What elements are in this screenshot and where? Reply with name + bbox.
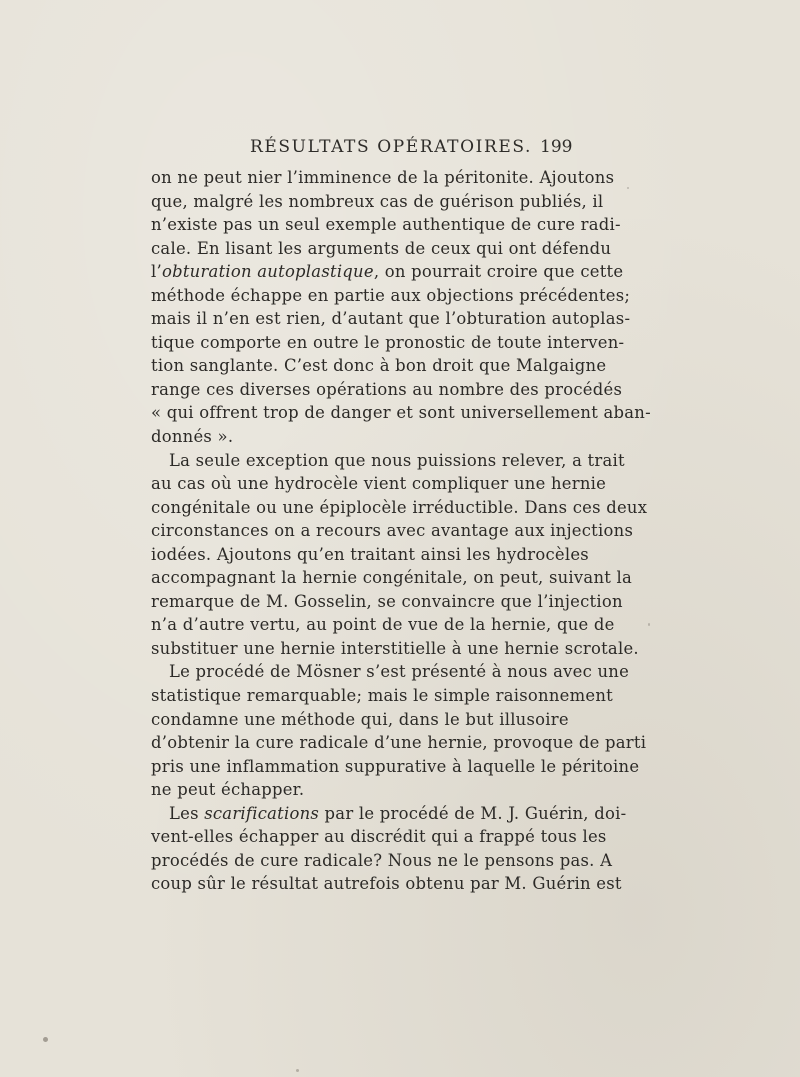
text-fragment: l’ xyxy=(151,262,162,282)
text-line xyxy=(151,260,624,284)
text-line: La seule exception que nous puissions relever, a trait xyxy=(169,450,625,470)
text-line: « qui offrent trop de danger et sont universellement aban- xyxy=(151,403,651,423)
italic-term: obturation autoplastique xyxy=(161,262,374,282)
text-line: condamne une méthode qui, dans le but illusoire xyxy=(151,709,569,729)
text-line: statistique remarquable; mais le simple raisonnement xyxy=(151,686,613,706)
text-line: iodées. Ajoutons qu’en traitant ainsi les hydrocèles xyxy=(151,544,589,564)
text-line: pris une inflammation suppurative à laquelle le péritoine xyxy=(151,756,640,776)
text-fragment: par le procédé de M. J. Guérin, doi- xyxy=(319,803,627,823)
text-line: que, malgré les nombreux cas de guérison publiés, il xyxy=(151,191,604,211)
italic-term: scarifications xyxy=(204,803,320,823)
paper-speck xyxy=(296,1069,299,1072)
text-line: coup sûr le résultat autrefois obtenu par M. Guérin est xyxy=(151,874,622,894)
page-number: 199 xyxy=(540,137,573,157)
text-line: cale. En lisant les arguments de ceux qui ont défendu xyxy=(151,238,612,258)
text-line: tion sanglante. C’est donc à bon droit que Malgaigne xyxy=(151,356,607,376)
text-line: ne peut échapper. xyxy=(151,780,305,800)
text-line: mais il n’en est rien, d’autant que l’obturation autoplas- xyxy=(151,309,631,329)
text-line xyxy=(151,802,627,826)
text-line: tique comporte en outre le pronostic de toute interven- xyxy=(151,332,625,352)
text-fragment: Les xyxy=(169,803,205,823)
text-line: n’a d’autre vertu, au point de vue de la hernie, que de xyxy=(151,615,615,635)
text-fragment: , on pourrait croire que cette xyxy=(373,262,624,282)
body-text xyxy=(151,166,651,896)
paper-speck xyxy=(627,187,629,189)
text-line: remarque de M. Gosselin, se convaincre que l’injection xyxy=(151,591,623,611)
paper-speck xyxy=(43,1037,48,1042)
running-head xyxy=(0,134,800,160)
paper-speck xyxy=(648,623,650,626)
text-line: procédés de cure radicale? Nous ne le pensons pas. A xyxy=(151,850,613,870)
text-line: substituer une hernie interstitielle à une hernie scrotale. xyxy=(151,638,639,658)
text-line: au cas où une hydrocèle vient compliquer une hernie xyxy=(151,474,607,494)
text-line: n’existe pas un seul exemple authentique de cure radi- xyxy=(151,215,621,235)
text-line: accompagnant la hernie congénitale, on peut, suivant la xyxy=(151,568,633,588)
text-line: vent-elles échapper au discrédit qui a frappé tous les xyxy=(151,827,607,847)
text-line: circonstances on a recours avec avantage aux injections xyxy=(151,521,634,541)
text-line: Le procédé de Mösner s’est présenté à nous avec une xyxy=(169,662,630,682)
running-title: RÉSULTATS OPÉRATOIRES. xyxy=(250,137,533,157)
text-line: congénitale ou une épiplocèle irréductible. Dans ces deux xyxy=(151,497,648,517)
text-line: on ne peut nier l’imminence de la péritonite. Ajoutons xyxy=(151,168,615,187)
text-line: range ces diverses opérations au nombre des procédés xyxy=(151,379,623,399)
text-line: donnés ». xyxy=(151,427,234,447)
text-line: méthode échappe en partie aux objections précédentes; xyxy=(151,285,631,305)
text-line: d’obtenir la cure radicale d’une hernie, provoque de parti xyxy=(151,733,647,753)
